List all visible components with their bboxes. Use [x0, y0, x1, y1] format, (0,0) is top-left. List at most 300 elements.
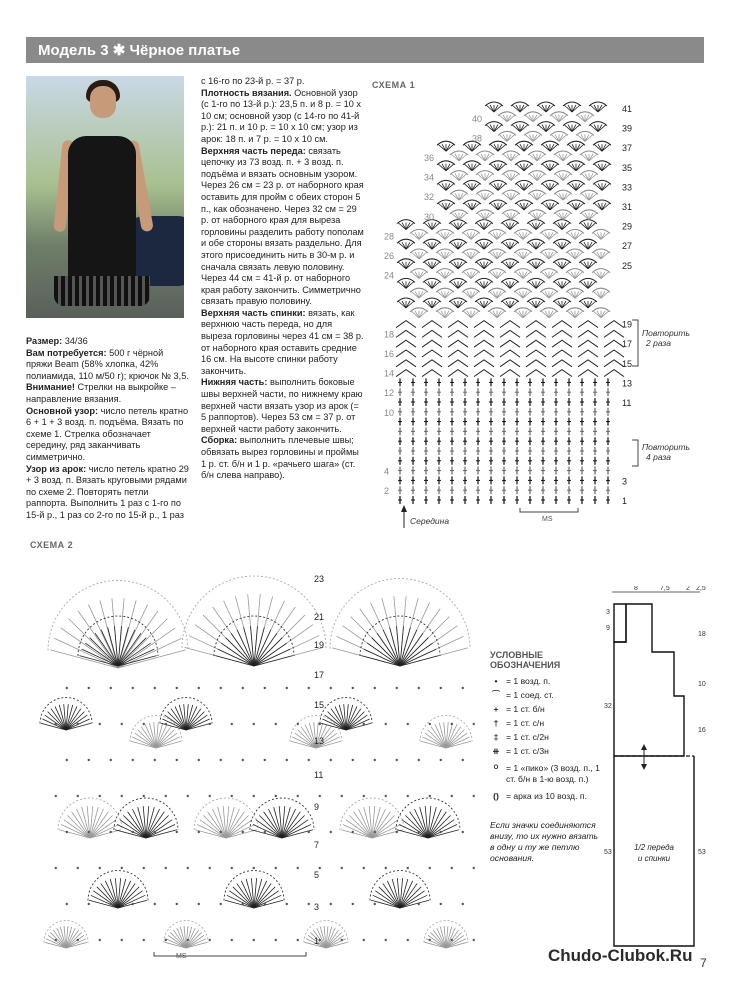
ms-label: MS: [542, 516, 553, 523]
shell-stitch: [580, 281, 588, 288]
shell-stitch: [484, 242, 492, 249]
page-number: 7: [700, 956, 707, 970]
chain-dot: [473, 939, 475, 941]
shell-stitch: [445, 252, 453, 259]
shell-stitch: [489, 252, 497, 259]
shell-stitch: [536, 301, 544, 308]
paragraph: [201, 435, 364, 481]
row-number: 17: [622, 339, 633, 350]
shell-stitch: [542, 164, 550, 171]
chain-dot: [88, 831, 90, 833]
chain-arch: [604, 350, 624, 357]
chain-arch: [578, 360, 598, 367]
shell-stitch: [589, 154, 597, 161]
chain-arch: [500, 330, 520, 337]
chain-dot: [220, 831, 222, 833]
chain-dot: [462, 759, 464, 761]
shell-stitch: [598, 125, 606, 132]
shell-stitch: [554, 281, 562, 288]
shell-stitch: [542, 203, 550, 210]
chain-arch: [578, 370, 598, 377]
dim-label: 9: [606, 625, 610, 632]
fan-arc: [88, 871, 148, 901]
chain-arch: [552, 360, 572, 367]
shell-stitch: [497, 232, 505, 239]
chain-dot: [88, 687, 90, 689]
paragraph-heading: Сборка:: [201, 435, 238, 446]
paragraph-heading: Плотность вязания.: [201, 87, 292, 98]
shell-stitch: [562, 301, 570, 308]
legend-symbol-icon: +: [493, 704, 499, 714]
shell-stitch: [497, 311, 505, 318]
shell-stitch: [445, 232, 453, 239]
chain-dot: [363, 867, 365, 869]
chain-dot: [154, 687, 156, 689]
shell-stitch: [437, 311, 445, 318]
dim-label: 8: [634, 586, 638, 592]
shell-stitch: [438, 183, 446, 190]
row-number: 15: [314, 700, 325, 710]
chain-arch: [578, 350, 598, 357]
shell-stitch: [451, 213, 459, 220]
shell-stitch: [463, 232, 471, 239]
chain-dot: [209, 795, 211, 797]
shell-stitch: [485, 213, 493, 220]
ms-bracket: [520, 508, 578, 512]
shell-stitch: [419, 311, 427, 318]
fan-arc: [40, 698, 92, 724]
shell-stitch: [497, 272, 505, 279]
paragraph-text: вязать, как верхнюю часть переда, но для выреза горловины через 41 см = 38 р. от наборного края оставить средние 16 см. На высоте спинки работу закончить.: [201, 307, 364, 376]
chain-arch: [422, 360, 442, 367]
chain-dot: [440, 687, 442, 689]
scheme2-label: СХЕМА 2: [30, 540, 74, 550]
chain-dot: [374, 687, 376, 689]
chain-dot: [418, 831, 420, 833]
chain-dot: [165, 795, 167, 797]
shell-stitch: [529, 193, 537, 200]
shell-stitch: [451, 154, 459, 161]
model-photo: [26, 76, 184, 318]
chain-dot: [77, 939, 79, 941]
shell-stitch: [450, 223, 458, 230]
shell-stitch: [459, 213, 467, 220]
shell-stitch: [554, 301, 562, 308]
row-number: 9: [314, 802, 320, 812]
shell-stitch: [536, 262, 544, 269]
chain-dot: [231, 867, 233, 869]
shell-stitch: [520, 125, 528, 132]
chain-arch: [396, 330, 416, 337]
text-column-middle: [201, 76, 364, 482]
row-number: 29: [622, 221, 633, 232]
chain-dot: [286, 759, 288, 761]
row-number: 25: [622, 260, 633, 271]
chain-dot: [297, 795, 299, 797]
shell-stitch: [542, 144, 550, 151]
chain-arch: [422, 330, 442, 337]
chain-arch: [448, 360, 468, 367]
shell-stitch: [551, 115, 559, 122]
shell-stitch: [472, 164, 480, 171]
chain-arch: [500, 321, 520, 328]
chain-dot: [319, 795, 321, 797]
shell-stitch: [589, 213, 597, 220]
legend-text: = арка из 10 возд. п.: [506, 791, 587, 801]
shell-stitch: [580, 223, 588, 230]
row-number-grey: 16: [384, 349, 395, 359]
shell-stitch: [528, 281, 536, 288]
chain-arch: [474, 321, 494, 328]
shell-stitch: [489, 291, 497, 298]
shell-stitch: [507, 115, 515, 122]
paragraph-text: число петель кратно 6 + 1 + 3 возд. п. подъёма. Вязать по схеме 1. Стрелка обозначает середину, ряд заканчивать симметрично.: [26, 405, 189, 462]
shell-stitch: [511, 154, 519, 161]
shell-stitch: [575, 291, 583, 298]
shell-stitch: [528, 242, 536, 249]
chain-arch: [448, 321, 468, 328]
shell-stitch: [594, 203, 602, 210]
chain-dot: [198, 687, 200, 689]
shell-stitch: [515, 311, 523, 318]
row-number: 19: [314, 640, 325, 650]
shell-stitch: [446, 183, 454, 190]
shell-stitch: [576, 203, 584, 210]
shell-stitch: [451, 193, 459, 200]
repeat-bracket: [632, 440, 638, 466]
shell-stitch: [464, 183, 472, 190]
chain-dot: [396, 903, 398, 905]
chain-dot: [319, 723, 321, 725]
shell-stitch: [511, 193, 519, 200]
chain-dot: [66, 831, 68, 833]
shell-stitch: [503, 174, 511, 181]
shell-stitch: [484, 281, 492, 288]
shell-stitch: [568, 164, 576, 171]
chain-dot: [198, 831, 200, 833]
shell-stitch: [438, 203, 446, 210]
shell-stitch: [411, 232, 419, 239]
legend-text: = 1 возд. п.: [506, 676, 551, 686]
chain-dot: [352, 687, 354, 689]
fan-stitch: [78, 611, 118, 668]
chain-dot: [363, 723, 365, 725]
chain-arch: [578, 330, 598, 337]
chain-dot: [143, 723, 145, 725]
paragraph-text: 34/36: [62, 336, 88, 346]
pattern-center-label-2: и спинки: [637, 854, 671, 863]
row-number: 41: [622, 104, 633, 114]
bodice-neck: [614, 604, 626, 642]
shell-stitch: [471, 252, 479, 259]
paragraph-text: связать цепочку из 73 возд. п. + 3 возд. п. подъёма и вязать основным узором. Через 26 см = 23 р. от наборного края оставить для пройм с обеих сторон 5 п., как обозначено. Через 32 см = 29 р. от наборного края для выреза горловины разделить работу пополам и обе стороны вязать раздельно. Для этого присоединить нить в 30-м р. и сначала связать левую половину. Через 44 см = 41-й р. от наборного края работу закончить. Симметрично связать правую половину.: [201, 145, 364, 307]
row-number-grey: 40: [472, 113, 483, 124]
shell-stitch: [588, 301, 596, 308]
chain-dot: [418, 687, 420, 689]
chain-dot: [407, 939, 409, 941]
shell-stitch: [498, 164, 506, 171]
paragraph-heading: Размер:: [26, 336, 63, 346]
chain-arch: [474, 340, 494, 347]
chain-dot: [330, 831, 332, 833]
chain-arch: [526, 360, 546, 367]
paragraph-text: выполнить боковые швы верхней части, по нижнему краю верхней части вязать узор из арок (= 5 раппортов). Через 53 см = 37 р. от верхней части работу закончить.: [201, 377, 363, 434]
chain-dot: [451, 939, 453, 941]
chain-arch: [422, 321, 442, 328]
shell-stitch: [510, 301, 518, 308]
row-number-grey: 36: [424, 153, 435, 163]
shell-stitch: [538, 125, 546, 132]
shell-stitch: [507, 134, 515, 141]
row-number-grey: 28: [384, 231, 395, 242]
shell-stitch: [486, 125, 494, 132]
shell-stitch: [525, 134, 533, 141]
shell-stitch: [458, 223, 466, 230]
row-number-grey: 30: [424, 211, 435, 222]
fan-arc: [370, 871, 430, 901]
fan-stitch: [226, 638, 254, 666]
shell-stitch: [424, 301, 432, 308]
legend-item: [490, 718, 602, 729]
shell-stitch: [523, 311, 531, 318]
chain-dot: [275, 939, 277, 941]
shell-stitch: [515, 272, 523, 279]
chain-dot: [308, 831, 310, 833]
shell-stitch: [588, 262, 596, 269]
shell-stitch: [551, 134, 559, 141]
fan-arc: [214, 616, 294, 656]
chain-arch: [552, 321, 572, 328]
legend: [490, 650, 602, 864]
arrow-down-icon: [641, 764, 647, 770]
chain-dot: [440, 903, 442, 905]
shell-stitch: [476, 281, 484, 288]
shell-stitch: [575, 311, 583, 318]
shell-stitch: [541, 232, 549, 239]
chain-dot: [286, 903, 288, 905]
shell-stitch: [450, 301, 458, 308]
fan-arc: [44, 921, 88, 943]
fan-stitch: [372, 638, 400, 666]
dim-label: 2,5: [696, 586, 706, 592]
shell-stitch: [590, 125, 598, 132]
legend-symbol-icon: •: [494, 676, 498, 686]
paragraph: [201, 146, 364, 308]
shell-stitch: [567, 272, 575, 279]
shell-stitch: [524, 164, 532, 171]
shell-stitch: [549, 232, 557, 239]
row-number-grey: 18: [384, 329, 395, 340]
chain-dot: [308, 687, 310, 689]
chain-arch: [500, 340, 520, 347]
shell-stitch: [477, 174, 485, 181]
chain-arch: [604, 360, 624, 367]
chain-dot: [440, 759, 442, 761]
row-number: 33: [622, 182, 633, 193]
dress-lace-hem: [54, 276, 150, 306]
shell-stitch: [562, 242, 570, 249]
dim-label: 10: [698, 681, 706, 688]
chain-dot: [143, 867, 145, 869]
shell-stitch: [458, 262, 466, 269]
shell-stitch: [437, 272, 445, 279]
chain-dot: [374, 903, 376, 905]
shell-stitch: [476, 223, 484, 230]
shell-stitch: [511, 213, 519, 220]
shell-stitch: [577, 134, 585, 141]
shell-stitch: [476, 242, 484, 249]
shell-stitch: [593, 272, 601, 279]
shell-stitch: [472, 203, 480, 210]
shell-stitch: [533, 134, 541, 141]
dim-label: 32: [604, 703, 612, 710]
shell-stitch: [554, 262, 562, 269]
shell-stitch: [580, 301, 588, 308]
shell-stitch: [576, 183, 584, 190]
dim-label: 53: [604, 849, 612, 856]
chain-arch: [422, 350, 442, 357]
shell-stitch: [550, 183, 558, 190]
shell-stitch: [594, 183, 602, 190]
shell-stitch: [546, 105, 554, 112]
shell-stitch: [537, 213, 545, 220]
pattern-diagram: [604, 586, 712, 956]
chain-arch: [552, 340, 572, 347]
legend-symbol-icon: (): [493, 791, 499, 801]
chain-dot: [385, 939, 387, 941]
chain-dot: [473, 795, 475, 797]
shell-stitch: [438, 144, 446, 151]
shell-stitch: [546, 125, 554, 132]
fan-arc: [360, 616, 440, 656]
shell-stitch: [541, 291, 549, 298]
chain-dot: [319, 867, 321, 869]
chain-arch: [448, 370, 468, 377]
chain-dot: [242, 831, 244, 833]
shell-stitch: [601, 252, 609, 259]
chain-dot: [286, 687, 288, 689]
shell-stitch: [536, 281, 544, 288]
chain-dot: [231, 723, 233, 725]
scheme1-label: СХЕМА 1: [372, 80, 416, 90]
chain-dot: [440, 831, 442, 833]
shell-stitch: [528, 223, 536, 230]
shell-stitch: [463, 272, 471, 279]
shell-stitch: [477, 213, 485, 220]
row-number-grey: 14: [384, 368, 395, 379]
row-number: 21: [314, 612, 325, 622]
shell-stitch: [525, 115, 533, 122]
chain-dot: [396, 687, 398, 689]
shell-stitch: [536, 242, 544, 249]
chain-dot: [176, 759, 178, 761]
paragraph-text: выполнить плечевые швы; обвязать вырез горловины и проймы 1 р. ст. б/н и 1 р. «рачьего шага» (ст. б/н слева направо).: [201, 435, 359, 481]
row-number-grey: 38: [472, 133, 483, 144]
shell-stitch: [464, 144, 472, 151]
shell-stitch: [564, 125, 572, 132]
chain-arch: [448, 340, 468, 347]
shell-stitch: [398, 301, 406, 308]
repeat-label-2b: 4 раза: [646, 452, 671, 462]
shell-stitch: [446, 164, 454, 171]
shell-stitch: [602, 203, 610, 210]
chain-dot: [407, 723, 409, 725]
shell-stitch: [581, 193, 589, 200]
shell-stitch: [515, 232, 523, 239]
shell-stitch: [458, 301, 466, 308]
shell-stitch: [398, 242, 406, 249]
legend-note: Если значки соединяются внизу, то их нужно вязать в одну и ту же петлю основания.: [490, 820, 599, 863]
chain-dot: [143, 939, 145, 941]
shell-stitch: [585, 134, 593, 141]
shell-stitch: [458, 242, 466, 249]
shell-stitch: [590, 105, 598, 112]
dim-label: 18: [698, 631, 706, 638]
paragraph-text: 500 г чёрной пряжи Beam (58% хлопка, 42% полиамида, 110 м/50 г); крючок № 3,5.: [26, 347, 189, 381]
chain-dot: [220, 687, 222, 689]
chain-dot: [88, 903, 90, 905]
chain-arch: [604, 321, 624, 328]
shell-stitch: [524, 183, 532, 190]
shell-stitch: [406, 262, 414, 269]
chain-dot: [198, 759, 200, 761]
chain-dot: [308, 759, 310, 761]
page-header: [26, 37, 704, 63]
paragraph-text: с 16-го по 23-й р. = 37 р.: [201, 76, 305, 86]
shell-stitch: [446, 144, 454, 151]
shell-stitch: [406, 281, 414, 288]
chain-dot: [77, 867, 79, 869]
shell-stitch: [463, 291, 471, 298]
shell-stitch: [576, 164, 584, 171]
shell-stitch: [459, 174, 467, 181]
paragraph: [201, 76, 364, 88]
chain-dot: [253, 795, 255, 797]
chain-dot: [154, 903, 156, 905]
shell-stitch: [459, 193, 467, 200]
shell-stitch: [537, 174, 545, 181]
fan-arc: [194, 798, 258, 830]
row-number: 23: [314, 574, 325, 584]
paragraph: [26, 406, 192, 464]
chain-arch: [552, 350, 572, 357]
legend-item: [490, 690, 602, 701]
row-number: 39: [622, 123, 633, 134]
shell-stitch: [437, 232, 445, 239]
ms-label: MS: [176, 953, 187, 960]
shell-stitch: [588, 223, 596, 230]
chain-dot: [407, 795, 409, 797]
shell-stitch: [489, 232, 497, 239]
chain-dot: [132, 831, 134, 833]
shell-stitch: [601, 272, 609, 279]
row-number: 13: [314, 736, 325, 746]
shell-stitch: [511, 174, 519, 181]
bodice-outline: [614, 604, 684, 756]
paragraph-heading: Внимание!: [26, 382, 75, 393]
shell-stitch: [528, 262, 536, 269]
middle-label: Середина: [410, 516, 450, 526]
row-number: 13: [622, 378, 633, 389]
paragraph-heading: Верхняя часть переда:: [201, 145, 306, 156]
paragraph-heading: Вам потребуется:: [26, 347, 107, 358]
repeat-label-1: Повторить: [642, 328, 690, 338]
shell-stitch: [567, 252, 575, 259]
shell-stitch: [581, 174, 589, 181]
chain-dot: [176, 687, 178, 689]
fan-arc: [420, 716, 472, 742]
chain-dot: [176, 831, 178, 833]
